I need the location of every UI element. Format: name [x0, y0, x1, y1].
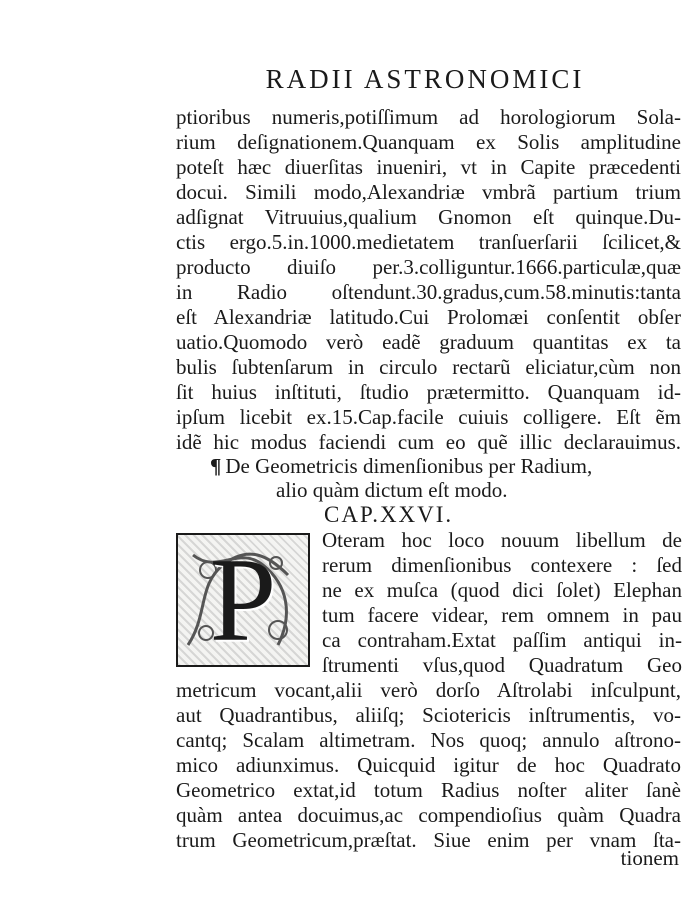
decorated-initial	[176, 533, 310, 667]
body-line: idẽ hic modus faciendi cum eo quẽ illic declarauimus.	[176, 430, 681, 454]
pilcrow-icon: ¶	[210, 454, 222, 478]
chapter-line: tum facere videar, rem omnem in pau	[322, 603, 682, 627]
chapter-line: aut Quadrantibus, aliiſq; Sciotericis inſtrumentis, vo-	[176, 703, 681, 727]
body-line: ipſum licebit ex.15.Cap.facile cuiuis colligere. Eſt ẽm	[176, 405, 681, 429]
chapter-line: cantq; Scalam altimetram. Nos quoq; annulo aſtrono-	[176, 728, 681, 752]
body-line: adſignat Vitruuius,qualium Gnomon eſt quinque.Du-	[176, 205, 681, 229]
body-line: docui. Simili modo,Alexandriæ vmbrã partium trium	[176, 180, 681, 204]
body-line: rium deſignationem.Quanquam ex Solis amplitudine	[176, 130, 681, 154]
catchword: tionem	[620, 846, 679, 870]
chapter-line: ne ex muſca (quod dici ſolet) Elephan	[322, 578, 682, 602]
chapter-line: Geometrico extat,id totum Radius noſter aliter ſanè	[176, 778, 681, 802]
section-heading-text: De Geometricis dimenſionibus per Radium,	[225, 454, 593, 478]
body-line: ptioribus numeris,potiſſimum ad horologiorum Sola-	[176, 105, 681, 129]
body-line: ſit huius inſtituti, ſtudio prætermitto. Quanquam id-	[176, 380, 681, 404]
chapter-line: quàm antea docuimus,ac compendioſius quàm Quadra	[176, 803, 681, 827]
body-line: producto diuiſo per.3.colliguntur.1666.particulæ,quæ	[176, 255, 681, 279]
initial-letter: P	[209, 533, 277, 666]
chapter-line: trum Geometricum,præſtat. Siue enim per vnam ſta-	[176, 828, 681, 852]
body-line: eſt Alexandriæ latitudo.Cui Prolomæi conſentit obſer	[176, 305, 681, 329]
chapter-number: CAP.XXVI.	[324, 502, 454, 527]
body-line: uatio.Quomodo verò eadẽ graduum quantitas ex ta	[176, 330, 681, 354]
running-title: RADII ASTRONOMICI	[265, 64, 585, 94]
chapter-line: ca contraham.Extat paſſim antiqui in-	[322, 628, 682, 652]
chapter-line: Oteram hoc loco nouum libellum de	[322, 528, 682, 552]
chapter-line: metricum vocant,alii verò dorſo Aſtrolabi inſculpunt,	[176, 678, 681, 702]
chapter-line: mico adiunximus. Quicquid igitur de hoc Quadrato	[176, 753, 681, 777]
chapter-line: rerum dimenſionibus contexere : ſed	[322, 553, 682, 577]
section-heading-line-2: alio quàm dictum eſt modo.	[276, 478, 508, 502]
chapter-line: ſtrumenti vſus,quod Quadratum Geo	[322, 653, 682, 677]
body-line: ctis ergo.5.in.1000.medietatem tranſuerſarii ſcilicet,&	[176, 230, 681, 254]
body-line: bulis ſubtenſarum in circulo rectarũ eliciatur,cùm non	[176, 355, 681, 379]
body-line: poteſt hæc diuerſitas inueniri, vt in Capite præcedenti	[176, 155, 681, 179]
body-line: in Radio oſtendunt.30.gradus,cum.58.minutis:tanta	[176, 280, 681, 304]
